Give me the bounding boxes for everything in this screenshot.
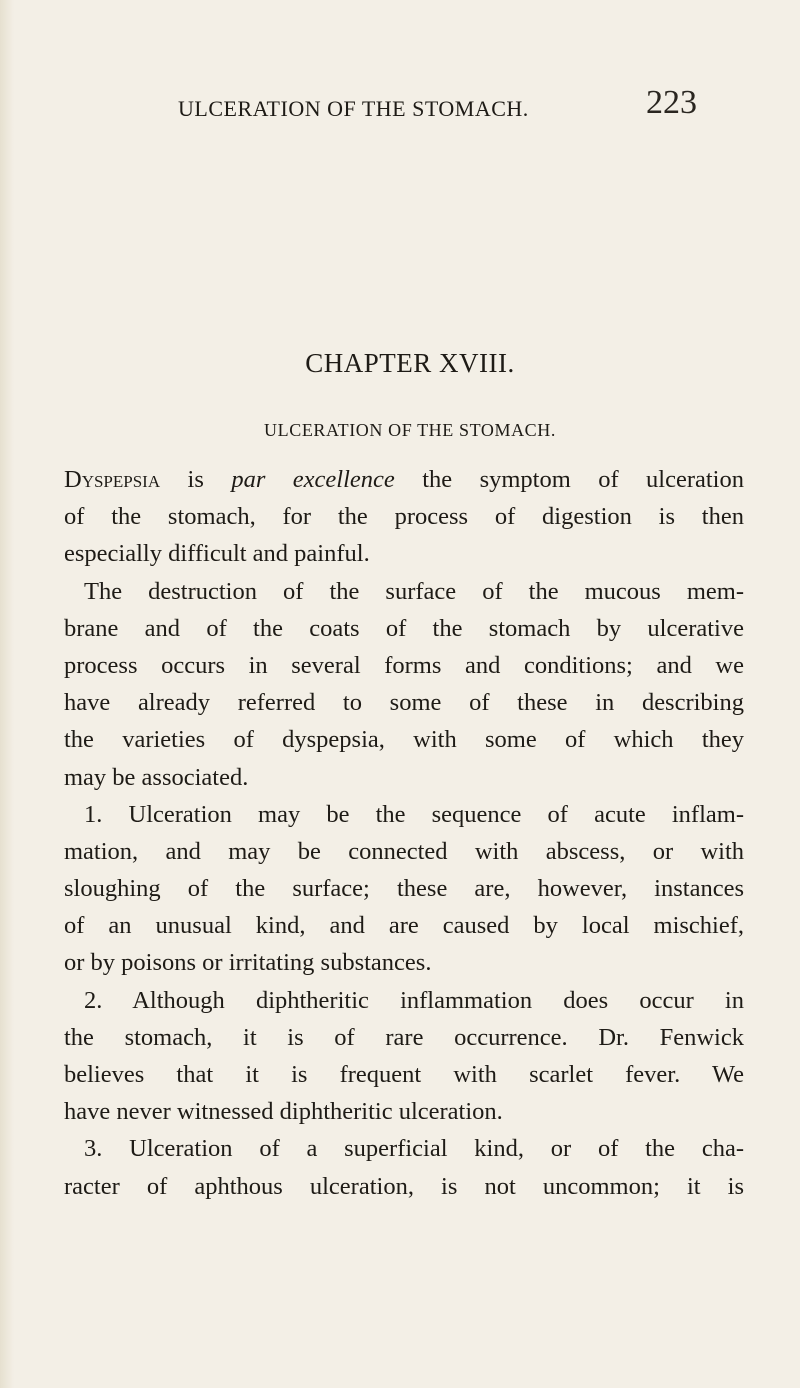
text-line: 2. Although diphtheritic inflammation does occur in [84,986,744,1014]
italic-phrase: par excellence [231,466,395,493]
chapter-title: CHAPTER XVIII. [305,348,515,378]
text-line: believes that it is frequent with scarlet fever. We [64,1061,744,1088]
text-line: 3. Ulceration of a superficial kind, or of the cha- [84,1135,744,1163]
text-line-1 [64,461,744,498]
chapter-subtitle: ULCERATION OF THE STOMACH. [264,420,556,440]
lead-word: Dyspepsia [64,466,161,493]
text-line: 1. Ulceration may be the sequence of acute inflam- [84,800,744,828]
page-number: 223 [646,84,697,121]
body-text [64,461,744,1205]
text-line: sloughing of the surface; these are, however, instances [64,875,744,903]
text-line: brane and of the coats of the stomach by ulcerative [64,614,744,642]
text-before-italic: is [160,466,232,493]
text-line: may be associated. [64,763,249,791]
text-line: The destruction of the surface of the mucous mem- [84,577,744,605]
page-edge-shadow [0,0,14,1388]
text-line: or by poisons or irritating substances. [64,949,432,977]
running-head: ULCERATION OF THE STOMACH. [178,96,529,121]
text-line: the varieties of dyspepsia, with some of which they [64,726,744,754]
text-line: process occurs in several forms and conditions; and we [64,651,744,679]
text-line: of an unusual kind, and are caused by local mischief, [64,912,744,940]
text-line: of the stomach, for the process of digestion is then [64,503,744,531]
text-line: especially difficult and painful. [64,540,370,568]
text-line: have never witnessed diphtheritic ulceration. [64,1098,503,1126]
text-line: have already referred to some of these in describing [64,689,744,717]
text-after-italic: the symptom of ulceration [394,466,744,493]
text-line: racter of aphthous ulceration, is not uncommon; it is [64,1172,744,1200]
text-line: mation, and may be connected with abscess, or with [64,837,744,865]
text-line: the stomach, it is of rare occurrence. Dr. Fenwick [64,1023,744,1051]
